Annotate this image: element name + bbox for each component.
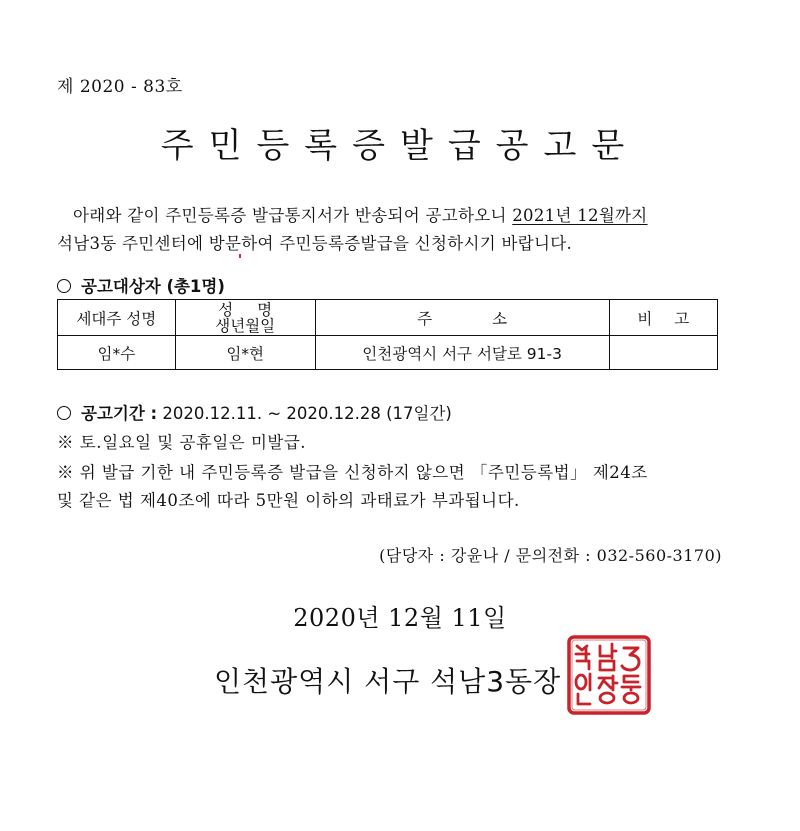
issue-date: 2020년 12월 11일 xyxy=(293,604,507,632)
period-value: 2020.12.11. ~ 2020.12.28 (17일간) xyxy=(157,404,452,423)
issuer-name: 인천광역시 서구 석남3동장 xyxy=(214,665,562,698)
period-line xyxy=(57,400,452,424)
cell-name: 임*현 xyxy=(175,336,315,370)
cell-remarks xyxy=(609,336,717,370)
header-address: 주소 xyxy=(315,300,609,336)
note-penalty-line-1: ※ 위 발급 기한 내 주민등록증 발급을 신청하지 않으면 「주민등록법」 제24조 xyxy=(57,463,648,482)
table-header-row xyxy=(58,300,718,336)
targets-table xyxy=(57,299,718,370)
table-row xyxy=(58,336,718,370)
cell-householder: 임*수 xyxy=(58,336,176,370)
header-householder: 세대주 성명 xyxy=(58,300,176,336)
note-holidays: ※ 토․일요일 및 공휴일은 미발급. xyxy=(57,433,307,452)
header-name xyxy=(175,300,315,336)
circle-bullet-icon xyxy=(57,279,71,293)
header-name-top: 성명 xyxy=(218,300,297,319)
deadline-text: 2021년 12월까지 xyxy=(512,206,648,225)
cell-address: 인천광역시 서구 서달로 91-3 xyxy=(315,336,609,370)
targets-heading-label: 공고대상자 (총1명) xyxy=(81,277,225,296)
intro-line-2: 석남3동 주민센터에 방문하여 주민등록증발급을 신청하시기 바랍니다. xyxy=(57,234,572,253)
document-number: 제 2020 - 83호 xyxy=(57,77,183,97)
circle-bullet-icon xyxy=(57,406,71,420)
header-remarks: 비고 xyxy=(609,300,717,336)
official-seal-icon xyxy=(566,634,652,716)
header-name-bottom: 생년월일 xyxy=(215,316,276,335)
targets-heading xyxy=(57,273,225,297)
period-label: 공고기간 : xyxy=(81,404,158,423)
intro-line-1 xyxy=(73,202,648,226)
scan-artifact xyxy=(239,254,241,258)
document-title: 주민등록증발급공고문 xyxy=(160,126,640,166)
contact-info: (담당자 : 강윤나 / 문의전화 : 032-560-3170) xyxy=(379,546,722,565)
intro-text: 아래와 같이 주민등록증 발급통지서가 반송되어 공고하오니 xyxy=(73,206,513,225)
note-penalty-line-2: 및 같은 법 제40조에 따라 5만원 이하의 과태료가 부과됩니다. xyxy=(57,491,520,510)
